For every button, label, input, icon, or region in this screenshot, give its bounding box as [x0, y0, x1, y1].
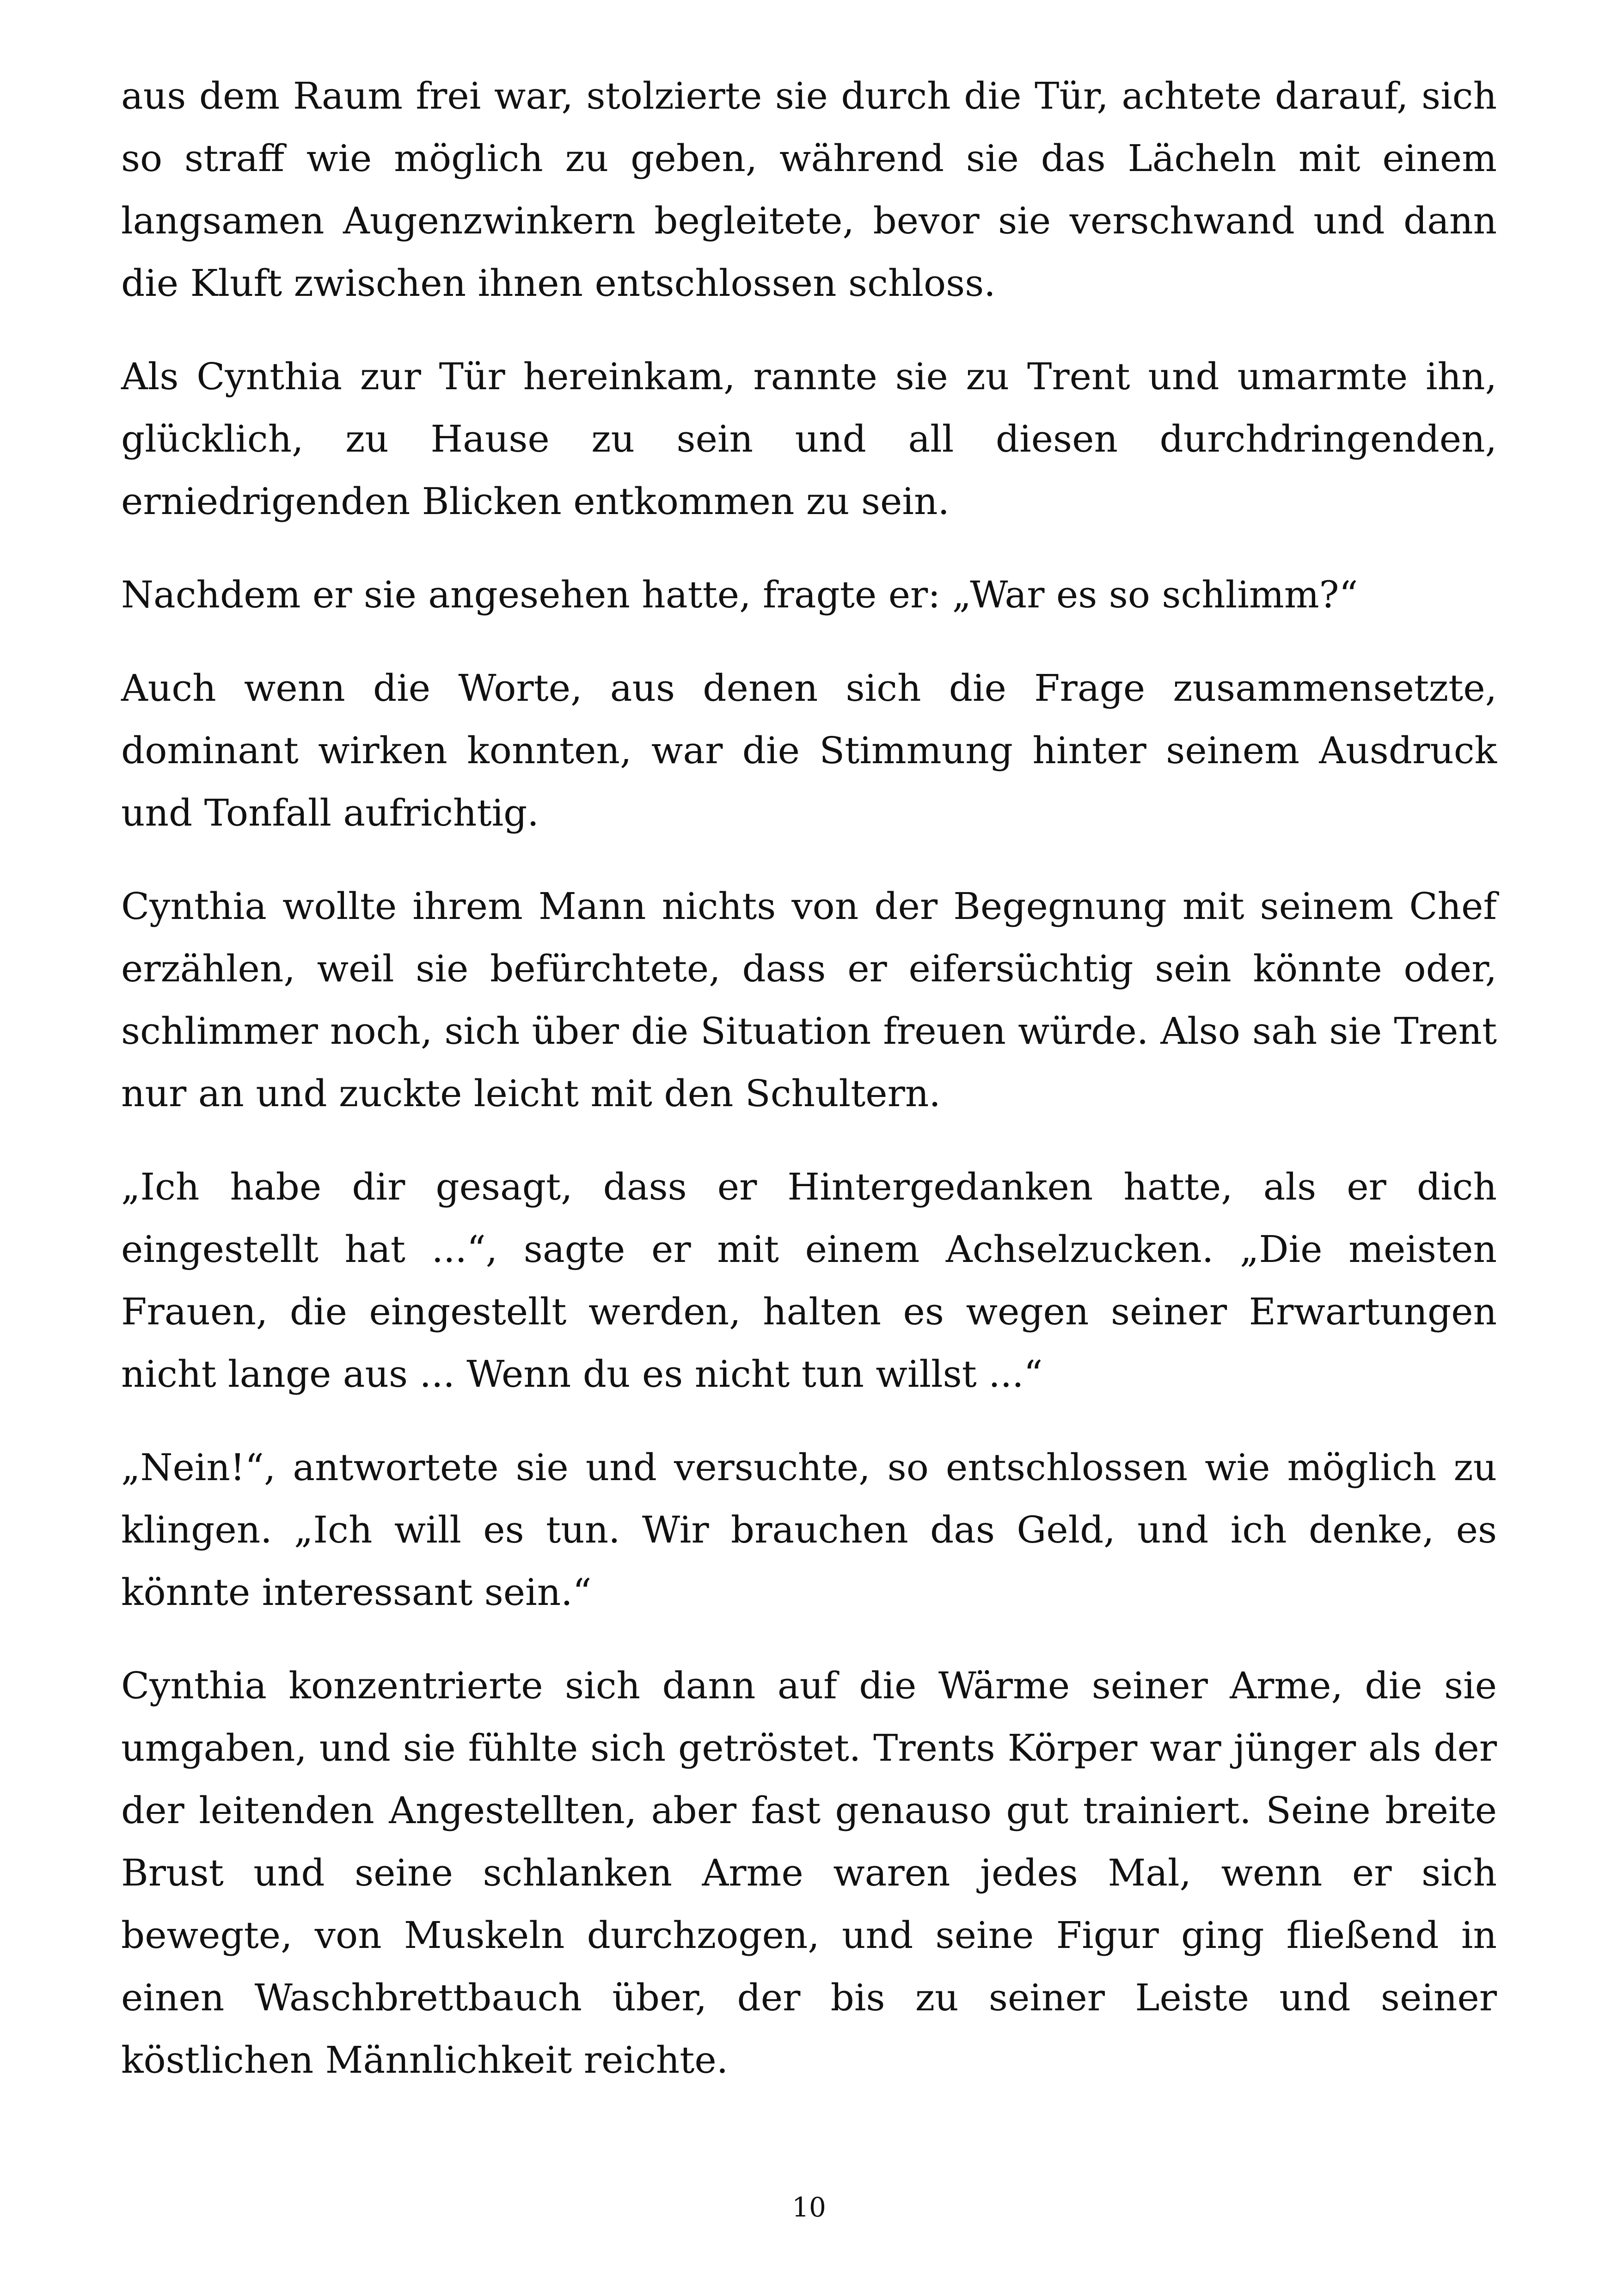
paragraph: Cynthia konzentrierte sich dann auf die Wärme seiner Arme, die sie umgaben, und sie fühlte sich getröstet. Trents Körper war jünger als der der leitenden Angestellten, aber fast genauso gut trainiert. Seine breite Brust und seine schlanken Arme waren jedes Mal, wenn er sich bewegte, von Muskeln durchzogen, und seine Figur ging fließend in einen Waschbrettbauch über, der bis zu seiner Leiste und seiner köstlichen Männlichkeit reichte.: [121, 1664, 1497, 2082]
paragraph: aus dem Raum frei war, stolzierte sie durch die Tür, achtete darauf, sich so straff wie möglich zu geben, während sie das Lächeln mit einem langsamen Augenzwinkern begleitete, bevor sie verschwand und dann die Kluft zwischen ihnen entschlossen schloss.: [121, 74, 1497, 305]
paragraph: Als Cynthia zur Tür hereinkam, rannte sie zu Trent und umarmte ihn, glücklich, zu Hause zu sein und all diesen durchdringenden, erniedrigenden Blicken entkommen zu sein.: [121, 355, 1497, 523]
body-text: [121, 65, 1497, 2122]
page-number: 10: [792, 2192, 826, 2223]
paragraph: „Nein!“, antwortete sie und versuchte, so entschlossen wie möglich zu klingen. „Ich will es tun. Wir brauchen das Geld, und ich denke, es könnte interessant sein.“: [121, 1446, 1497, 1614]
paragraph: „Ich habe dir gesagt, dass er Hintergedanken hatte, als er dich eingestellt hat ...“, sagte er mit einem Achselzucken. „Die meisten Frauen, die eingestellt werden, halten es wegen seiner Erwartungen nicht lange aus ... Wenn du es nicht tun willst ...“: [121, 1165, 1497, 1396]
paragraph: Cynthia wollte ihrem Mann nichts von der Begegnung mit seinem Chef erzählen, weil sie befürchtete, dass er eifersüchtig sein könnte oder, schlimmer noch, sich über die Situation freuen würde. Also sah sie Trent nur an und zuckte leicht mit den Schultern.: [121, 885, 1497, 1115]
paragraph: Nachdem er sie angesehen hatte, fragte er: „War es so schlimm?“: [121, 573, 1358, 616]
paragraph: Auch wenn die Worte, aus denen sich die Frage zusammensetzte, dominant wirken konnten, war die Stimmung hinter seinem Ausdruck und Tonfall aufrichtig.: [121, 667, 1497, 834]
